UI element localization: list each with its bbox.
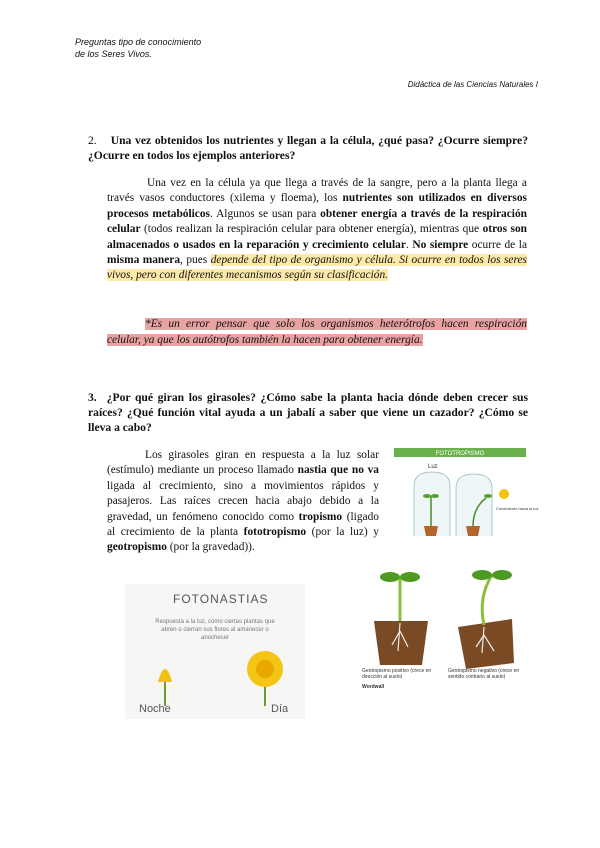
highlight-red: *Es un error pensar que solo los organismos heterótrofos hacen respiración celular, ya que los autótrofos también la hacen para obtener energía.	[107, 318, 527, 346]
leaf	[484, 494, 492, 498]
flower-center	[256, 660, 274, 678]
fotonastia-subtitle: Respuesta a la luz, como ciertas plantas que abren o cierran sus flores al amanecer o anochecer	[155, 619, 275, 641]
source-caption: Wordwall	[362, 684, 385, 690]
stem-right	[482, 575, 492, 625]
leaf	[380, 572, 400, 582]
phototropism-illustration	[394, 448, 539, 545]
geotropism-figure	[362, 561, 526, 696]
question-number: 3.	[88, 391, 97, 404]
day-label: Día	[271, 703, 289, 715]
pot-left	[424, 526, 438, 536]
night-label: Noche	[139, 703, 171, 715]
header-left	[75, 36, 201, 60]
text-run: (por la gravedad)).	[166, 541, 255, 554]
closed-flower	[158, 669, 172, 682]
text-run: (por la luz) y	[306, 526, 379, 539]
question-2	[88, 133, 528, 163]
question-text: Una vez obtenidos los nutrientes y llegan a la célula, ¿qué pasa? ¿Ocurre siempre? ¿Ocurre en todos los ejemplos anteriores?	[88, 134, 528, 162]
highlight-yellow: depende del tipo de organismo y célula. Si ocurre en todos los seres vivos, pero con diferentes mecanismos según su clasificación.	[107, 254, 527, 282]
pot-right	[466, 526, 480, 536]
phototropism-figure	[394, 448, 539, 545]
error-note	[107, 316, 527, 348]
bold-run: nutrientes son utilizados en diversos procesos metabólicos	[107, 192, 527, 220]
bold-run: otros son almacenados o usados en la reparación y crecimiento celular	[107, 223, 527, 251]
question-3	[88, 390, 528, 435]
text-run: Los girasoles giran en respuesta a la luz solar (estímulo) mediante un proceso llamado	[107, 449, 379, 477]
header-line-1: Preguntas tipo de conocimiento	[75, 37, 202, 47]
bold-run: fototropismo	[243, 526, 307, 539]
fotonastia-figure	[125, 584, 305, 719]
answer-2-paragraph	[107, 176, 527, 284]
bold-run: nastia que no va	[297, 464, 379, 477]
side-caption: Crecimiento hacia la luz	[496, 506, 539, 511]
text-run: .	[405, 238, 413, 251]
leaf	[472, 570, 492, 580]
text-run: ligada al crecimiento, sino a movimientos rápidos y pasajeros. Las raíces crecen hacia abajo debido a la gravedad, un fenómeno conocido como	[107, 479, 379, 523]
text-run: . Algunos se usan para	[210, 207, 321, 220]
question-number: 2.	[88, 134, 97, 147]
bold-run: obtener energía a través de la respiración celular	[107, 207, 528, 236]
bold-run: geotropismo	[107, 541, 167, 554]
text-run: Una vez en la célula ya que llega a través de la sangre, pero a la planta llega a través vasos conductores (xilema y floema), los	[107, 177, 527, 205]
header-right: Didáctica de las Ciencias Naturales I	[407, 80, 538, 89]
leaf	[423, 494, 431, 498]
light-label: Luz	[428, 464, 438, 470]
text-run: (todos realizan la respiración celular para obtener energía), mientras que	[140, 223, 483, 236]
text-run: (ligado al crecimiento de la planta	[107, 510, 379, 539]
figure-title: FOTOTROPISMO	[435, 451, 485, 457]
text-run: , pues	[180, 254, 211, 267]
question-text: ¿Por qué giran los girasoles? ¿Cómo sabe la planta hacia dónde deben crecer sus raíces? ¿Qué función vital ayuda a un jabalí a saber que viene un cazador? ¿Cómo se lleva a cabo?	[88, 391, 528, 434]
fotonastia-title: FOTONASTIAS	[173, 592, 269, 606]
soil-pot-left	[374, 621, 428, 665]
text-run: ocurre de la	[468, 238, 527, 251]
bold-run: No siempre	[412, 238, 469, 251]
leaf	[431, 494, 439, 498]
bold-run: misma manera	[107, 254, 181, 267]
bold-run: tropismo	[298, 510, 343, 523]
positive-caption: Geotropismo positivo (crece en dirección al suelo)	[362, 668, 432, 680]
dandelion-illustration	[125, 584, 305, 719]
sun-icon	[499, 489, 509, 499]
answer-3-paragraph	[107, 448, 379, 556]
negative-caption: Geotropismo negativo (crece en sentido contrario al suelo)	[448, 668, 520, 680]
leaf	[400, 572, 420, 582]
leaf	[492, 570, 512, 580]
soil-pot-right	[458, 619, 514, 669]
header-line-2: de los Seres Vivos.	[75, 49, 152, 59]
